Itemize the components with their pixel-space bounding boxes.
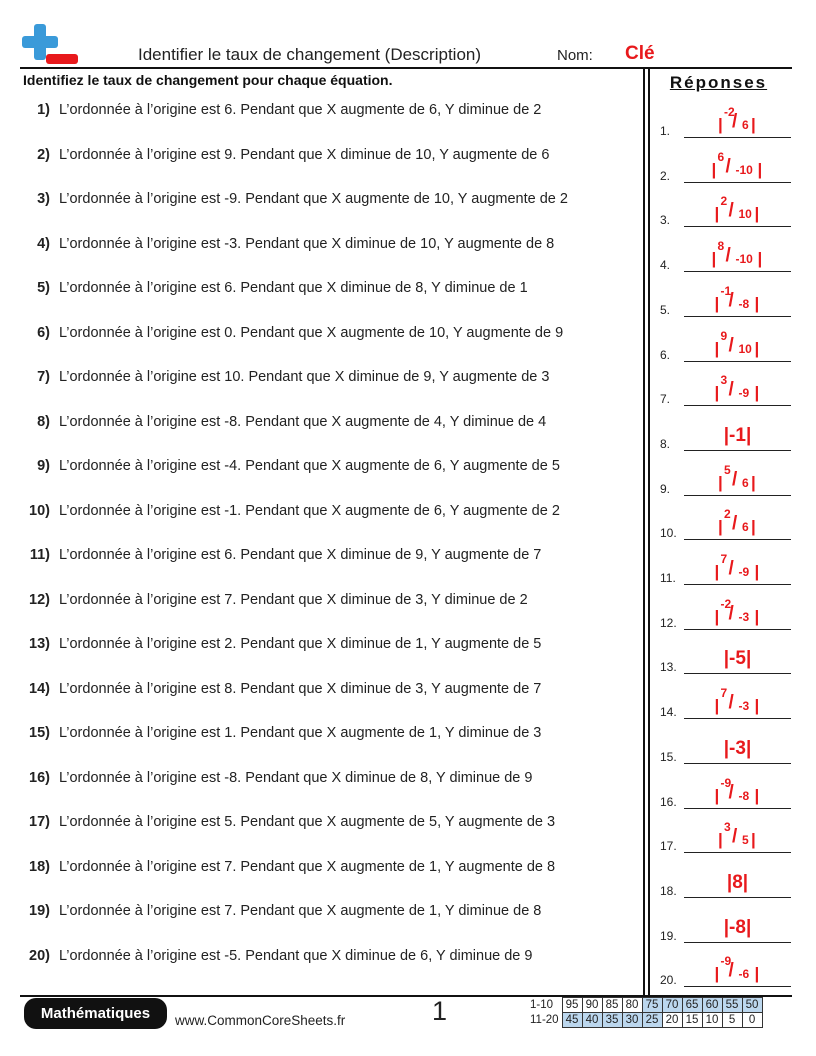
answer-value bbox=[684, 776, 791, 811]
question-number: 12) bbox=[29, 591, 50, 608]
score-row-label: 11-20 bbox=[530, 1014, 559, 1026]
question-item bbox=[20, 592, 528, 608]
answer-number: 16. bbox=[660, 794, 677, 809]
answer-fraction bbox=[718, 105, 757, 135]
question-number: 4) bbox=[37, 235, 50, 252]
score-cell: 25 bbox=[642, 1013, 662, 1028]
question-number: 13) bbox=[29, 636, 50, 652]
question-text: L’ordonnée à l’origine est 10. Pendant que X diminue de 9, Y augmente de 3 bbox=[59, 369, 550, 385]
score-cell: 50 bbox=[742, 998, 762, 1013]
question-text: L’ordonnée à l’origine est 7. Pendant que X augmente de 1, Y augmente de 8 bbox=[59, 858, 556, 875]
score-cell: 15 bbox=[682, 1013, 702, 1028]
question-text: L’ordonnée à l’origine est 7. Pendant que X augmente de 1, Y diminue de 8 bbox=[59, 903, 542, 919]
answer-number: 7. bbox=[660, 392, 671, 407]
question-item bbox=[20, 636, 541, 652]
name-label: Nom: bbox=[557, 47, 593, 64]
answer-value bbox=[684, 917, 791, 939]
question-text: L’ordonnée à l’origine est 6. Pendant que X augmente de 6, Y diminue de 2 bbox=[59, 102, 542, 118]
answer-fraction bbox=[715, 552, 761, 582]
answer-fraction bbox=[715, 284, 761, 314]
answer-value bbox=[684, 872, 791, 894]
answer-fraction bbox=[715, 194, 761, 224]
question-number: 15) bbox=[29, 725, 50, 741]
fraction-slash: / bbox=[732, 513, 738, 535]
question-number: 20) bbox=[29, 947, 50, 964]
fraction-slash: / bbox=[725, 245, 731, 267]
question-number: 14) bbox=[29, 680, 50, 697]
answer-number: 5. bbox=[660, 302, 671, 317]
abs-bar-left: | bbox=[714, 785, 720, 805]
answer-line bbox=[684, 673, 791, 674]
question-item bbox=[20, 147, 549, 163]
fraction-denominator: -8 bbox=[738, 788, 750, 803]
website-link[interactable]: www.CommonCoreSheets.fr bbox=[175, 1013, 346, 1028]
score-cell: 80 bbox=[622, 998, 642, 1013]
brand-badge: Mathématiques bbox=[24, 998, 167, 1029]
question-text: L’ordonnée à l’origine est -3. Pendant que X diminue de 10, Y augmente de 8 bbox=[59, 235, 555, 252]
score-cell: 85 bbox=[602, 998, 622, 1013]
abs-bar-right: | bbox=[754, 383, 760, 403]
question-number: 5) bbox=[37, 280, 50, 296]
answer-line bbox=[684, 450, 791, 451]
score-cell: 30 bbox=[622, 1013, 642, 1028]
score-row-label: 1-10 bbox=[530, 999, 554, 1011]
answer-value bbox=[684, 820, 791, 855]
answer-number: 14. bbox=[660, 705, 677, 720]
question-item bbox=[20, 236, 554, 252]
question-text: L’ordonnée à l’origine est -8. Pendant que X augmente de 4, Y diminue de 4 bbox=[59, 413, 547, 430]
abs-bar-left: | bbox=[714, 338, 720, 358]
answer-value bbox=[684, 552, 791, 587]
question-item bbox=[20, 859, 555, 875]
answer-number: 3. bbox=[660, 213, 671, 228]
answer-number: 20. bbox=[660, 973, 677, 988]
question-item bbox=[20, 102, 541, 118]
answer-number: 12. bbox=[660, 615, 677, 630]
score-cell: 75 bbox=[642, 998, 662, 1013]
fraction-slash: / bbox=[728, 602, 734, 624]
answer-value bbox=[684, 507, 791, 542]
fraction-slash: / bbox=[728, 558, 734, 579]
fraction-denominator: -8 bbox=[738, 296, 750, 311]
fraction-numerator: 8 bbox=[717, 239, 725, 254]
column-divider-left bbox=[643, 67, 645, 997]
question-number: 10) bbox=[29, 502, 50, 519]
question-item bbox=[20, 903, 541, 919]
fraction-denominator: -10 bbox=[735, 252, 753, 267]
score-cell: 20 bbox=[662, 1013, 682, 1028]
score-cell: 45 bbox=[562, 1013, 582, 1028]
answer-number: 17. bbox=[660, 839, 677, 854]
score-cell: 65 bbox=[682, 998, 702, 1013]
abs-bar-right: | bbox=[754, 785, 760, 805]
fraction-numerator: 6 bbox=[717, 149, 725, 164]
answer-value bbox=[684, 329, 791, 364]
question-number: 7) bbox=[37, 369, 50, 385]
fraction-slash: / bbox=[732, 826, 738, 848]
fraction-numerator: -9 bbox=[720, 775, 732, 790]
abs-bar-right: | bbox=[751, 830, 756, 850]
question-item bbox=[20, 325, 563, 341]
answer-fraction bbox=[715, 954, 761, 984]
answer-fraction bbox=[715, 329, 761, 359]
answer-value bbox=[684, 373, 791, 408]
answer-value bbox=[684, 463, 791, 498]
abs-bar-left: | bbox=[718, 115, 723, 134]
score-row bbox=[528, 998, 762, 1013]
answer-key-label: Clé bbox=[625, 43, 655, 64]
question-item bbox=[20, 725, 541, 741]
abs-bar-right: | bbox=[754, 964, 760, 984]
fraction-denominator: -3 bbox=[738, 609, 750, 624]
abs-bar-right: | bbox=[754, 293, 760, 313]
score-cell: 40 bbox=[582, 1013, 602, 1028]
answer-number: 6. bbox=[660, 347, 671, 362]
fraction-numerator: 2 bbox=[720, 194, 728, 209]
abs-bar-left: | bbox=[711, 159, 717, 179]
question-text: L’ordonnée à l’origine est -8. Pendant que X diminue de 8, Y diminue de 9 bbox=[59, 769, 533, 786]
answer-fraction bbox=[715, 776, 761, 806]
score-cell: 95 bbox=[562, 998, 582, 1013]
question-text: L’ordonnée à l’origine est 6. Pendant que X diminue de 8, Y diminue de 1 bbox=[59, 280, 528, 296]
fraction-slash: / bbox=[728, 289, 734, 311]
answer-whole: |-5| bbox=[723, 648, 752, 670]
answer-whole: |-1| bbox=[723, 424, 752, 446]
fraction-denominator: -6 bbox=[738, 967, 750, 982]
question-item bbox=[20, 681, 541, 697]
question-number: 9) bbox=[37, 458, 50, 474]
abs-bar-right: | bbox=[754, 204, 760, 224]
abs-bar-left: | bbox=[711, 249, 717, 269]
answer-number: 13. bbox=[660, 660, 677, 675]
fraction-slash: / bbox=[728, 960, 734, 982]
score-cell: 35 bbox=[602, 1013, 622, 1028]
fraction-slash: / bbox=[728, 692, 734, 714]
answer-fraction bbox=[715, 373, 761, 403]
abs-bar-left: | bbox=[714, 606, 720, 626]
answer-fraction bbox=[712, 150, 764, 180]
abs-bar-left: | bbox=[714, 383, 720, 403]
score-table bbox=[528, 997, 763, 1028]
answer-value bbox=[684, 150, 791, 185]
question-number: 1) bbox=[37, 102, 50, 118]
answer-whole: |8| bbox=[726, 871, 749, 893]
fraction-slash: / bbox=[728, 781, 734, 803]
abs-bar-right: | bbox=[754, 606, 760, 626]
fraction-numerator: -1 bbox=[720, 283, 732, 298]
abs-bar-left: | bbox=[718, 517, 723, 537]
question-text: L’ordonnée à l’origine est 2. Pendant que X diminue de 1, Y augmente de 5 bbox=[59, 636, 542, 652]
answer-fraction bbox=[715, 686, 761, 716]
question-number: 17) bbox=[29, 814, 50, 830]
answer-value bbox=[684, 105, 791, 140]
fraction-denominator: 5 bbox=[742, 833, 749, 848]
question-item bbox=[20, 414, 546, 430]
answer-number: 4. bbox=[660, 258, 671, 273]
answer-line bbox=[684, 763, 791, 764]
fraction-numerator: -2 bbox=[720, 596, 732, 611]
column-divider-right bbox=[648, 67, 650, 997]
answer-value bbox=[684, 738, 791, 760]
question-item bbox=[20, 948, 532, 964]
answer-number: 9. bbox=[660, 481, 671, 496]
plus-minus-logo-icon bbox=[22, 22, 80, 66]
abs-bar-right: | bbox=[754, 696, 760, 716]
abs-bar-left: | bbox=[714, 204, 720, 224]
fraction-numerator: 7 bbox=[720, 686, 728, 701]
answer-fraction bbox=[715, 597, 761, 627]
fraction-slash: / bbox=[728, 379, 734, 401]
question-item bbox=[20, 814, 555, 830]
abs-bar-right: | bbox=[751, 115, 756, 134]
answers-heading: Réponses bbox=[669, 73, 768, 92]
question-text: L’ordonnée à l’origine est 9. Pendant que X diminue de 10, Y augmente de 6 bbox=[59, 146, 550, 163]
fraction-denominator: -10 bbox=[735, 162, 753, 177]
question-number: 2) bbox=[37, 146, 50, 163]
answer-value bbox=[684, 239, 791, 274]
score-cell: 55 bbox=[722, 998, 742, 1013]
fraction-numerator: 3 bbox=[724, 820, 731, 835]
answer-value bbox=[684, 597, 791, 632]
fraction-numerator: 2 bbox=[724, 507, 731, 522]
question-text: L’ordonnée à l’origine est 0. Pendant que X augmente de 10, Y augmente de 9 bbox=[59, 324, 564, 341]
abs-bar-right: | bbox=[751, 517, 756, 537]
question-number: 16) bbox=[29, 769, 50, 786]
score-cell: 0 bbox=[742, 1013, 762, 1028]
score-cell: 5 bbox=[722, 1013, 742, 1028]
fraction-denominator: -9 bbox=[738, 386, 750, 401]
question-text: L’ordonnée à l’origine est -4. Pendant que X augmente de 6, Y augmente de 5 bbox=[59, 458, 560, 474]
abs-bar-left: | bbox=[718, 472, 723, 492]
question-item bbox=[20, 770, 532, 786]
abs-bar-right: | bbox=[754, 562, 760, 581]
fraction-numerator: 3 bbox=[720, 373, 728, 388]
fraction-numerator: 5 bbox=[724, 462, 731, 477]
question-number: 3) bbox=[37, 191, 50, 207]
page-number: 1 bbox=[432, 996, 448, 1026]
fraction-numerator: 9 bbox=[720, 328, 728, 343]
fraction-slash: / bbox=[732, 111, 738, 132]
question-text: L’ordonnée à l’origine est 6. Pendant que X diminue de 9, Y augmente de 7 bbox=[59, 547, 542, 563]
question-item bbox=[20, 369, 549, 385]
score-cell: 70 bbox=[662, 998, 682, 1013]
abs-bar-left: | bbox=[714, 696, 720, 716]
answer-number: 10. bbox=[660, 526, 677, 541]
fraction-slash: / bbox=[728, 334, 734, 356]
question-number: 6) bbox=[37, 324, 50, 341]
abs-bar-right: | bbox=[751, 472, 756, 492]
abs-bar-right: | bbox=[754, 338, 760, 358]
answer-number: 19. bbox=[660, 928, 677, 943]
fraction-slash: / bbox=[732, 468, 738, 490]
question-text: L’ordonnée à l’origine est 5. Pendant que X augmente de 5, Y augmente de 3 bbox=[59, 814, 556, 830]
abs-bar-left: | bbox=[718, 830, 723, 850]
fraction-numerator: -9 bbox=[720, 954, 732, 969]
answer-value bbox=[684, 686, 791, 721]
answer-number: 2. bbox=[660, 168, 671, 183]
fraction-denominator: -3 bbox=[738, 699, 750, 714]
question-number: 11) bbox=[29, 547, 50, 563]
question-text: L’ordonnée à l’origine est -1. Pendant que X augmente de 6, Y augmente de 2 bbox=[59, 502, 560, 519]
fraction-numerator: 7 bbox=[720, 552, 728, 566]
answer-number: 8. bbox=[660, 436, 671, 451]
question-item bbox=[20, 280, 528, 296]
abs-bar-right: | bbox=[757, 159, 763, 179]
question-text: L’ordonnée à l’origine est 1. Pendant que X augmente de 1, Y diminue de 3 bbox=[59, 725, 542, 741]
question-text: L’ordonnée à l’origine est 8. Pendant que X diminue de 3, Y augmente de 7 bbox=[59, 680, 542, 697]
fraction-numerator: -2 bbox=[724, 105, 735, 119]
worksheet-title: Identifier le taux de changement (Description) bbox=[138, 45, 482, 64]
abs-bar-left: | bbox=[714, 964, 720, 984]
fraction-denominator: 6 bbox=[742, 520, 749, 535]
fraction-denominator: 6 bbox=[742, 118, 749, 132]
answer-fraction bbox=[718, 507, 757, 537]
score-cell: 60 bbox=[702, 998, 722, 1013]
answer-value bbox=[684, 284, 791, 319]
answer-line bbox=[684, 942, 791, 943]
answer-value bbox=[684, 425, 791, 447]
fraction-denominator: -9 bbox=[738, 565, 750, 579]
answer-line bbox=[684, 897, 791, 898]
answer-number: 15. bbox=[660, 749, 677, 764]
score-cell: 90 bbox=[582, 998, 602, 1013]
score-row bbox=[528, 1013, 762, 1028]
answer-value bbox=[684, 194, 791, 229]
question-number: 8) bbox=[37, 413, 50, 430]
question-item bbox=[20, 458, 560, 474]
answer-number: 18. bbox=[660, 883, 677, 898]
answer-number: 1. bbox=[660, 124, 671, 138]
answer-number: 11. bbox=[660, 571, 676, 585]
header-divider bbox=[20, 67, 792, 69]
answer-fraction bbox=[718, 820, 757, 850]
answer-value bbox=[684, 648, 791, 670]
question-number: 19) bbox=[29, 903, 50, 919]
answer-whole: |-3| bbox=[723, 737, 752, 759]
fraction-slash: / bbox=[725, 155, 731, 177]
question-text: L’ordonnée à l’origine est -9. Pendant que X augmente de 10, Y augmente de 2 bbox=[59, 191, 568, 207]
answer-whole: |-8| bbox=[723, 916, 752, 938]
question-text: L’ordonnée à l’origine est 7. Pendant que X diminue de 3, Y diminue de 2 bbox=[59, 591, 528, 608]
answer-fraction bbox=[718, 463, 757, 493]
question-text: L’ordonnée à l’origine est -5. Pendant que X diminue de 6, Y diminue de 9 bbox=[59, 947, 533, 964]
question-item bbox=[20, 547, 541, 563]
fraction-denominator: 6 bbox=[742, 475, 749, 490]
question-number: 18) bbox=[29, 858, 50, 875]
question-item bbox=[20, 503, 560, 519]
fraction-denominator: 10 bbox=[738, 341, 752, 356]
abs-bar-left: | bbox=[714, 562, 720, 581]
question-item bbox=[20, 191, 568, 207]
abs-bar-right: | bbox=[757, 249, 763, 269]
answer-fraction bbox=[712, 239, 764, 269]
answer-value bbox=[684, 954, 791, 989]
fraction-denominator: 10 bbox=[738, 207, 752, 222]
score-cell: 10 bbox=[702, 1013, 722, 1028]
fraction-slash: / bbox=[728, 200, 734, 222]
abs-bar-left: | bbox=[714, 293, 720, 313]
instructions: Identifiez le taux de changement pour chaque équation. bbox=[23, 72, 393, 88]
